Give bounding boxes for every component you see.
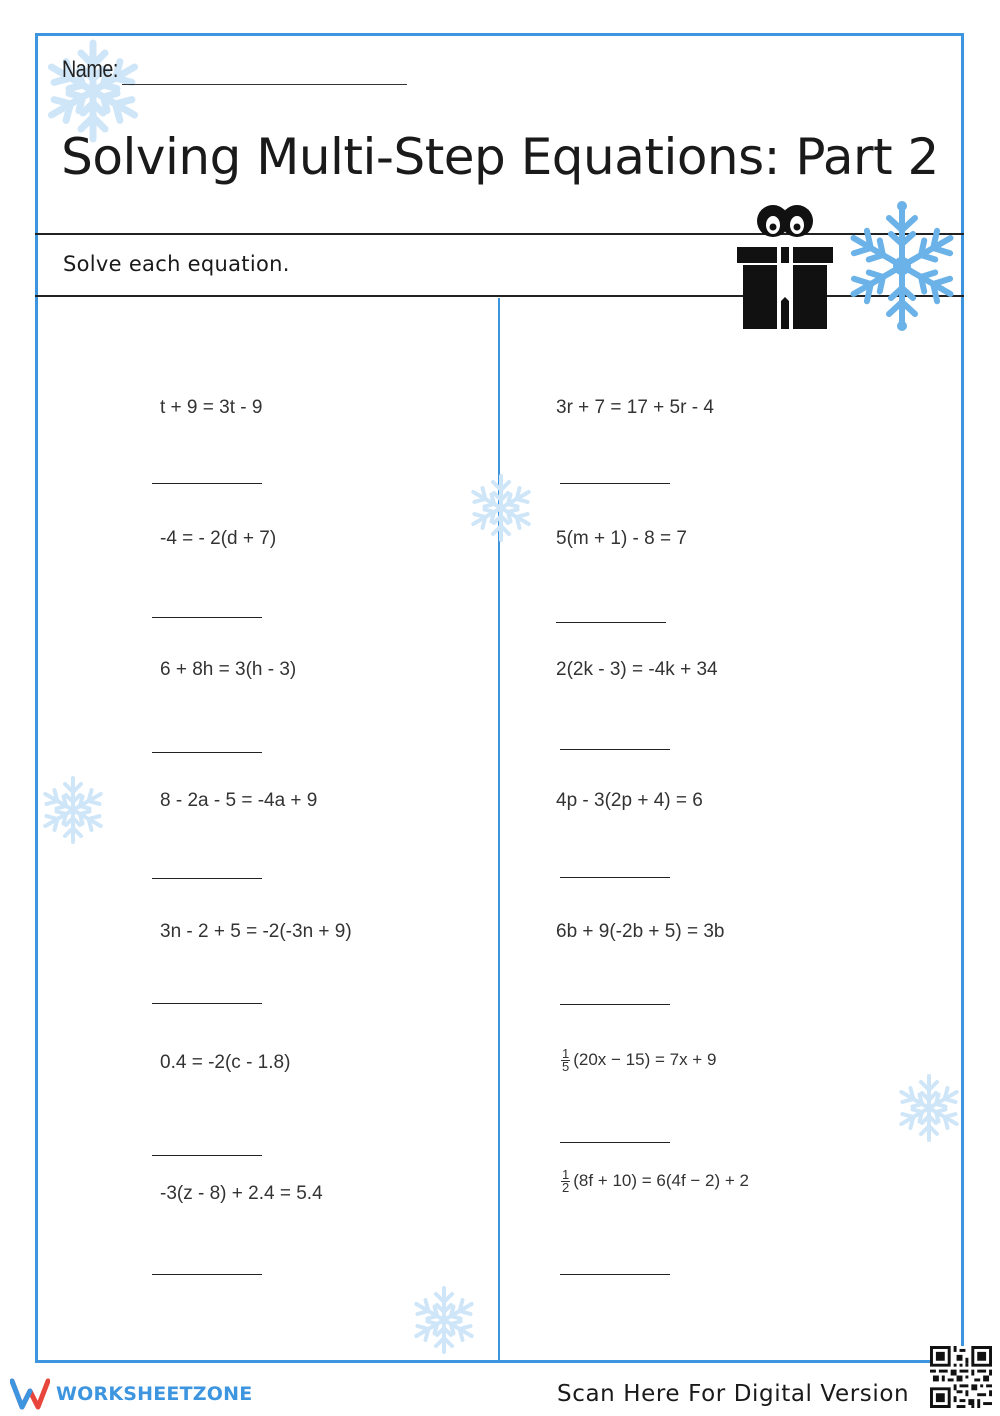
answer-line[interactable] <box>556 622 666 623</box>
fraction: $\frac{1}{2}$ <box>562 1167 570 1195</box>
snowflake-icon <box>894 1072 964 1144</box>
worksheet-zone-logo[interactable] <box>10 1376 252 1412</box>
equation: t + 9 = 3t - 9 <box>160 397 263 418</box>
equation: 4p - 3(2p + 4) = 6 <box>556 790 703 811</box>
qr-code-icon[interactable] <box>930 1346 992 1408</box>
scan-instructions: Scan Here For Digital Version <box>557 1381 910 1407</box>
equation: 3n - 2 + 5 = -2(-3n + 9) <box>160 921 352 942</box>
answer-line[interactable] <box>152 1274 262 1275</box>
snowflake-icon <box>408 1282 480 1358</box>
answer-line[interactable] <box>152 617 262 618</box>
snowflake-icon <box>466 472 536 544</box>
equation: 6 + 8h = 3(h - 3) <box>160 659 297 680</box>
equation: $\frac{1}{2}$ (8f + 10) = 6(4f − 2) + 2 <box>562 1167 750 1195</box>
snowflake-icon <box>846 201 958 331</box>
equation: -4 = - 2(d + 7) <box>160 528 277 549</box>
equation: 8 - 2a - 5 = -4a + 9 <box>160 790 318 811</box>
logo-text: WORKSHEETZONE <box>56 1383 253 1405</box>
snowflake-icon <box>38 774 108 846</box>
equation: -3(z - 8) + 2.4 = 5.4 <box>160 1183 323 1204</box>
answer-line[interactable] <box>560 1274 670 1275</box>
equation: $\frac{1}{5}$ (20x − 15) = 7x + 9 <box>562 1046 717 1074</box>
equation: 6b + 9(-2b + 5) = 3b <box>556 921 725 942</box>
answer-line[interactable] <box>560 1142 670 1143</box>
answer-line[interactable] <box>560 877 670 878</box>
page-title: Solving Multi-Step Equations: Part 2 <box>61 128 939 186</box>
fraction: $\frac{1}{5}$ <box>562 1046 570 1074</box>
answer-line[interactable] <box>152 1003 262 1004</box>
answer-line[interactable] <box>560 749 670 750</box>
answer-line[interactable] <box>560 483 670 484</box>
answer-line[interactable] <box>152 1155 262 1156</box>
name-label: Name: <box>62 56 118 83</box>
equation: 5(m + 1) - 8 = 7 <box>556 528 687 549</box>
worksheet-zone-logo-icon <box>10 1377 50 1411</box>
gift-box-icon <box>735 203 835 331</box>
equation: 3r + 7 = 17 + 5r - 4 <box>556 397 714 418</box>
answer-line[interactable] <box>152 878 262 879</box>
column-divider <box>498 298 500 1363</box>
answer-line[interactable] <box>560 1004 670 1005</box>
instructions: Solve each equation. <box>63 252 290 276</box>
answer-line[interactable] <box>152 483 262 484</box>
name-field[interactable] <box>122 84 407 85</box>
equation: 2(2k - 3) = -4k + 34 <box>556 659 718 680</box>
answer-line[interactable] <box>152 752 262 753</box>
equation: 0.4 = -2(c - 1.8) <box>160 1052 291 1073</box>
